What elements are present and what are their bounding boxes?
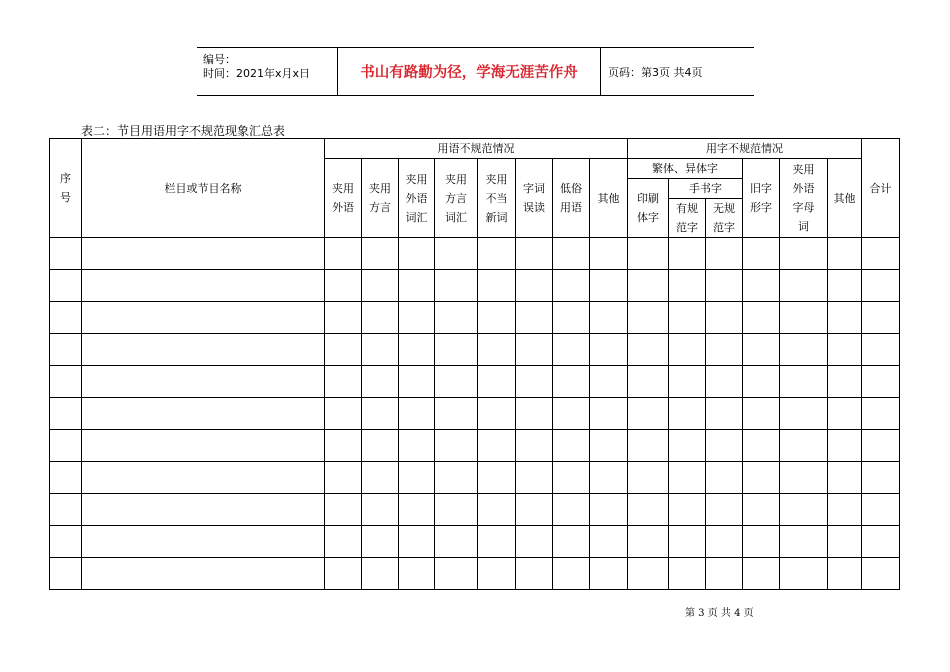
table-cell [435, 462, 478, 494]
table-cell [780, 334, 828, 366]
table-cell [399, 270, 435, 302]
lang-col-header: 字词 误读 [516, 159, 553, 238]
table-cell [669, 398, 706, 430]
table-cell [399, 558, 435, 590]
table-cell [82, 302, 325, 334]
table-cell [50, 270, 82, 302]
table-cell [669, 430, 706, 462]
table-cell [706, 462, 743, 494]
table-cell [435, 334, 478, 366]
table-cell [325, 462, 362, 494]
table-cell [325, 302, 362, 334]
table-cell [743, 398, 780, 430]
handwritten-col-header: 有规 范字 [669, 199, 706, 238]
table-cell [628, 302, 669, 334]
table-cell [553, 366, 590, 398]
table-cell [399, 526, 435, 558]
table-cell [590, 270, 628, 302]
table-cell [828, 494, 862, 526]
table-cell [82, 398, 325, 430]
table-cell [828, 238, 862, 270]
table-cell [706, 430, 743, 462]
table-cell [628, 398, 669, 430]
table-cell [780, 558, 828, 590]
table-cell [435, 494, 478, 526]
table-cell [516, 462, 553, 494]
lang-col-header: 夹用 不当 新词 [478, 159, 516, 238]
table-cell [780, 366, 828, 398]
table-cell [399, 462, 435, 494]
table-cell [743, 430, 780, 462]
table-cell [516, 238, 553, 270]
table-cell [478, 526, 516, 558]
table-row [50, 270, 900, 302]
table-cell [828, 270, 862, 302]
table-cell [362, 302, 399, 334]
table-row [50, 430, 900, 462]
table-cell [706, 398, 743, 430]
table-cell [435, 526, 478, 558]
table-cell [669, 558, 706, 590]
table-cell [590, 302, 628, 334]
table-cell [362, 398, 399, 430]
foreign-letters-col-header: 夹用 外语 字母 词 [780, 159, 828, 238]
document-header [197, 47, 754, 96]
table-row [50, 526, 900, 558]
table-cell [82, 526, 325, 558]
table-cell [862, 430, 900, 462]
table-cell [743, 270, 780, 302]
table-cell [50, 430, 82, 462]
table-cell [828, 398, 862, 430]
table-cell [50, 494, 82, 526]
table-cell [590, 558, 628, 590]
table-cell [862, 558, 900, 590]
table-cell [478, 462, 516, 494]
table-cell [362, 430, 399, 462]
lang-col-header: 夹用 外语 [325, 159, 362, 238]
table-cell [399, 430, 435, 462]
table-cell [862, 238, 900, 270]
table-cell [325, 366, 362, 398]
table-cell [435, 238, 478, 270]
table-cell [325, 430, 362, 462]
table-cell [828, 334, 862, 366]
table-cell [862, 334, 900, 366]
table-cell [435, 366, 478, 398]
table-cell [628, 494, 669, 526]
table-cell [478, 366, 516, 398]
time-label: 时间：2021年x月x日 [203, 67, 311, 80]
table-row [50, 334, 900, 366]
table-row [50, 462, 900, 494]
table-cell [706, 494, 743, 526]
table-cell [553, 526, 590, 558]
summary-table [49, 138, 900, 590]
table-cell [82, 366, 325, 398]
table-cell [516, 430, 553, 462]
table-cell [50, 302, 82, 334]
table-cell [325, 270, 362, 302]
table-cell [780, 270, 828, 302]
table-cell [50, 238, 82, 270]
table-cell [669, 526, 706, 558]
table-cell [669, 494, 706, 526]
table-cell [399, 398, 435, 430]
table-cell [399, 238, 435, 270]
table-cell [399, 302, 435, 334]
lang-col-header: 低俗 用语 [553, 159, 590, 238]
table-cell [478, 334, 516, 366]
table-cell [325, 558, 362, 590]
table-cell [706, 302, 743, 334]
table-cell [780, 430, 828, 462]
table-cell [50, 526, 82, 558]
print-col-header: 印刷 体字 [628, 179, 669, 238]
table-cell [82, 462, 325, 494]
table-cell [743, 462, 780, 494]
table-cell [325, 334, 362, 366]
table-cell [706, 526, 743, 558]
table-cell [669, 270, 706, 302]
table-cell [516, 366, 553, 398]
table-cell [516, 270, 553, 302]
table-row [50, 558, 900, 590]
table-cell [325, 494, 362, 526]
col-name-header: 栏目或节目名称 [82, 139, 325, 238]
table-cell [590, 430, 628, 462]
table-cell [82, 558, 325, 590]
table-cell [325, 238, 362, 270]
table-cell [828, 430, 862, 462]
table-cell [862, 462, 900, 494]
table-cell [669, 366, 706, 398]
table-cell [743, 302, 780, 334]
table-row [50, 398, 900, 430]
lang-col-header: 夹用 方言 词汇 [435, 159, 478, 238]
table-cell [862, 494, 900, 526]
table-cell [628, 558, 669, 590]
table-cell [628, 270, 669, 302]
table-cell [516, 558, 553, 590]
table-cell [553, 302, 590, 334]
lang-col-header: 夹用 方言 [362, 159, 399, 238]
table-cell [478, 302, 516, 334]
language-group-header: 用语不规范情况 [325, 139, 628, 159]
table-cell [590, 238, 628, 270]
table-cell [362, 494, 399, 526]
table-cell [50, 398, 82, 430]
table-cell [82, 334, 325, 366]
table-row [50, 494, 900, 526]
col-index-text: 序 号 [60, 172, 71, 204]
table-cell [862, 366, 900, 398]
table-cell [362, 238, 399, 270]
total-header: 合计 [862, 139, 900, 238]
table-cell [553, 430, 590, 462]
table-cell [862, 398, 900, 430]
char-other-header: 其他 [828, 159, 862, 238]
table-cell [553, 462, 590, 494]
table-cell [553, 398, 590, 430]
table-cell [478, 238, 516, 270]
table-cell [828, 558, 862, 590]
table-cell [50, 366, 82, 398]
old-form-col-header: 旧字 形字 [743, 159, 780, 238]
table-cell [362, 462, 399, 494]
page-footer: 第 3 页 共 4 页 [685, 608, 754, 619]
header-motto: 书山有路勤为径，学海无涯苦作舟 [338, 48, 601, 95]
table-cell [82, 494, 325, 526]
table-cell [50, 334, 82, 366]
table-cell [478, 270, 516, 302]
table-cell [780, 398, 828, 430]
table-cell [516, 398, 553, 430]
handwritten-group-header: 手书字 [669, 179, 743, 199]
table-cell [478, 398, 516, 430]
lang-col-header: 其他 [590, 159, 628, 238]
table-cell [828, 302, 862, 334]
table-cell [590, 494, 628, 526]
table-cell [743, 558, 780, 590]
table-cell [516, 526, 553, 558]
table-cell [780, 526, 828, 558]
table-cell [399, 494, 435, 526]
table-cell [362, 558, 399, 590]
table-row [50, 238, 900, 270]
table-row [50, 302, 900, 334]
table-cell [828, 366, 862, 398]
table-cell [743, 334, 780, 366]
table-cell [828, 526, 862, 558]
table-cell [669, 334, 706, 366]
table-cell [362, 366, 399, 398]
table-cell [743, 526, 780, 558]
lang-col-header: 夹用 外语 词汇 [399, 159, 435, 238]
table-cell [50, 558, 82, 590]
table-cell [590, 398, 628, 430]
number-label: 编号： [203, 53, 236, 66]
table-cell [435, 430, 478, 462]
table-cell [862, 526, 900, 558]
table-cell [82, 430, 325, 462]
table-cell [478, 430, 516, 462]
table-cell [435, 558, 478, 590]
table-cell [435, 398, 478, 430]
table-cell [780, 302, 828, 334]
table-cell [862, 270, 900, 302]
table-cell [478, 558, 516, 590]
table-cell [553, 334, 590, 366]
table-cell [628, 366, 669, 398]
col-index-header [50, 139, 82, 238]
table-cell [362, 270, 399, 302]
table-cell [553, 494, 590, 526]
table-cell [590, 366, 628, 398]
table-cell [325, 526, 362, 558]
table-cell [590, 462, 628, 494]
table-cell [478, 494, 516, 526]
table-cell [780, 238, 828, 270]
table-cell [743, 494, 780, 526]
table-cell [553, 270, 590, 302]
header-page-label: 页码：第3页 共4页 [608, 65, 703, 79]
table-cell [669, 238, 706, 270]
table-cell [82, 270, 325, 302]
table-cell [590, 334, 628, 366]
table-cell [743, 238, 780, 270]
table-cell [706, 366, 743, 398]
table-row [50, 366, 900, 398]
table-cell [435, 302, 478, 334]
table-cell [516, 334, 553, 366]
table-cell [706, 334, 743, 366]
table-cell [362, 526, 399, 558]
table-cell [628, 430, 669, 462]
table-cell [669, 302, 706, 334]
table-cell [399, 334, 435, 366]
header-info-cell [197, 48, 338, 95]
table-cell [669, 462, 706, 494]
character-group-header: 用字不规范情况 [628, 139, 862, 159]
table-cell [399, 366, 435, 398]
table-cell [362, 334, 399, 366]
table-cell [828, 462, 862, 494]
table-cell [516, 302, 553, 334]
table-cell [628, 526, 669, 558]
table-cell [706, 238, 743, 270]
table-cell [780, 494, 828, 526]
traditional-variant-group-header: 繁体、异体字 [628, 159, 743, 179]
table-cell [706, 558, 743, 590]
table-cell [435, 270, 478, 302]
table-cell [743, 366, 780, 398]
table-cell [628, 334, 669, 366]
table-cell [516, 494, 553, 526]
table-cell [50, 462, 82, 494]
table-caption: 表二：节目用语用字不规范现象汇总表 [81, 124, 286, 138]
table-cell [628, 462, 669, 494]
table-cell [780, 462, 828, 494]
table-cell [82, 238, 325, 270]
table-cell [706, 270, 743, 302]
table-cell [590, 526, 628, 558]
table-cell [628, 238, 669, 270]
handwritten-col-header: 无规 范字 [706, 199, 743, 238]
table-cell [862, 302, 900, 334]
table-cell [325, 398, 362, 430]
table-cell [553, 558, 590, 590]
table-cell [553, 238, 590, 270]
